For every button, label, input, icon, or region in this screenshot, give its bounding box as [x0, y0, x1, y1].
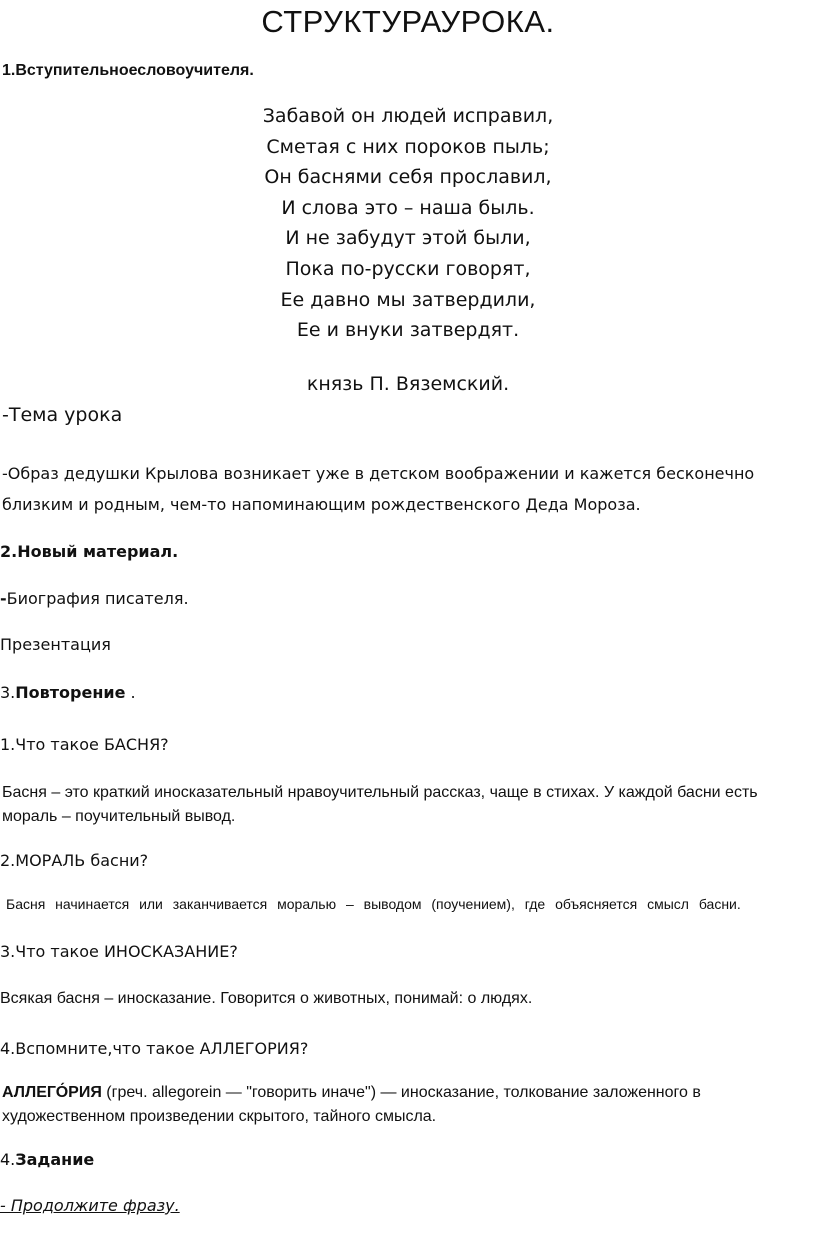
poem-line: Ее давно мы затвердили, — [280, 288, 536, 311]
question-1: 1.Что такое БАСНЯ? — [0, 735, 169, 754]
biography-line — [0, 589, 189, 608]
page-title: СТРУКТУРАУРОКА. — [261, 4, 555, 39]
poem-line: Пока по-русски говорят, — [285, 257, 531, 280]
poem-line: Он баснями себя прославил, — [264, 166, 552, 189]
question-3: 3.Что такое ИНОСКАЗАНИЕ? — [0, 942, 238, 961]
allegory-term: АЛЛЕГО́РИЯ — [2, 1084, 102, 1101]
intro-paragraph: -Образ дедушки Крылова возникает уже в детском воображении и кажется бесконечно близким и родным, чем-то напоминающим рождественского Деда Мороза. — [2, 464, 755, 514]
section-4-heading — [0, 1150, 94, 1169]
section-3-title: Повторение — [15, 683, 126, 702]
poem-line: И не забудут этой были, — [285, 227, 531, 250]
poem-line: И слова это – наша быль. — [281, 196, 535, 219]
section-4-title: Задание — [15, 1150, 95, 1169]
section-4-number: 4. — [0, 1150, 16, 1169]
presentation-line: Презентация — [0, 635, 111, 654]
allegory-definition: (греч. allegorein — "говорить иначе") — иносказание, толкование заложенного в художественном произведении скрытого, тайного смысла. — [2, 1084, 701, 1125]
section-3-number: 3. — [0, 683, 16, 702]
answer-1: Басня – это краткий иносказательный нравоучительный рассказ, чаще в стихах. У каждой басни есть мораль – поучительный вывод. — [2, 784, 758, 825]
answer-3: Всякая басня – иносказание. Говорится о животных, понимай: о людях. — [0, 990, 533, 1007]
lesson-topic-label: -Тема урока — [2, 404, 123, 426]
poem-line: Сметая с них пороков пыль; — [266, 135, 550, 158]
answer-2: Басня начинается или заканчивается моралью – выводом (поучением), где объясняется смысл басни. — [6, 896, 741, 912]
biography-dash: - — [0, 589, 7, 608]
section-2-heading: 2.Новый материал. — [0, 542, 179, 561]
section-3-heading — [0, 683, 136, 702]
poem-author: князь П. Вяземский. — [306, 373, 510, 395]
task-instruction: - Продолжите фразу. — [0, 1196, 180, 1215]
poem-line: Забавой он людей исправил, — [262, 105, 554, 127]
section-1-heading: 1.Вступительноесловоучителя. — [2, 62, 254, 79]
poem-line: Ее и внуки затвердят. — [296, 319, 520, 342]
biography-text: Биография писателя. — [6, 589, 189, 608]
answer-4 — [2, 1081, 792, 1129]
question-4: 4.Вспомните,что такое АЛЛЕГОРИЯ? — [0, 1039, 309, 1058]
section-3-tail: . — [125, 683, 136, 702]
question-2: 2.МОРАЛЬ басни? — [0, 851, 149, 870]
poem-block — [160, 101, 656, 346]
